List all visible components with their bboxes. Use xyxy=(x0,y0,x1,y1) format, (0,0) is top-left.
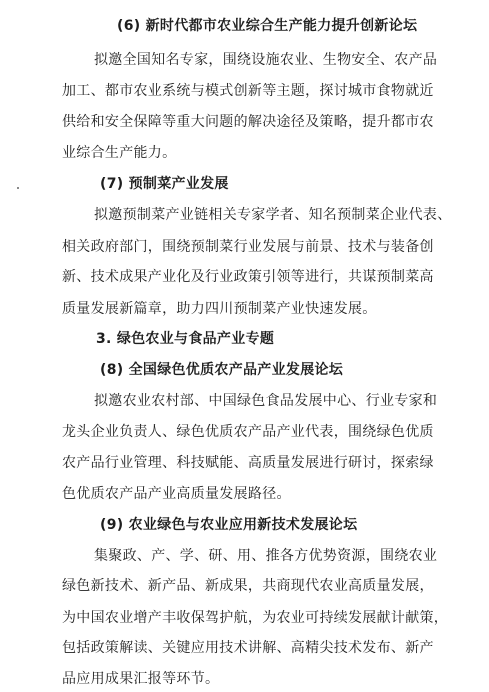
paragraph-line: 农产品行业管理、科技赋能、高质量发展进行研讨，探索绿 xyxy=(62,455,434,472)
paragraph-line: 拟邀农业农村部、中国绿色食品发展中心、行业专家和 xyxy=(94,393,438,410)
paragraph-line: 拟邀预制菜产业链相关专家学者、知名预制菜企业代表、 xyxy=(94,207,452,224)
section-heading-8: (8) 全国绿色优质农产品产业发展论坛 xyxy=(100,361,344,378)
paragraph-line: 色优质农产品产业高质量发展路径。 xyxy=(62,485,291,502)
paragraph-line: 绿色新技术、新产品、新成果，共商现代农业高质量发展， xyxy=(62,578,434,595)
paragraph-line: 为中国农业增产丰收保驾护航，为农业可持续发展献计献策， xyxy=(62,609,449,626)
paragraph-line: 相关政府部门，围绕预制菜行业发展与前景、技术与装备创 xyxy=(62,238,434,255)
paragraph-line: 品应用成果汇报等环节。 xyxy=(62,671,220,687)
paragraph-line: 业综合生产能力。 xyxy=(62,144,177,161)
paragraph-line: 质量发展新篇章，助力四川预制菜产业快速发展。 xyxy=(62,300,377,317)
section-heading-7: (7) 预制菜产业发展 xyxy=(100,176,229,193)
paragraph-line: 加工、都市农业系统与模式创新等主题，探讨城市食物就近 xyxy=(62,82,434,99)
paragraph-line: 龙头企业负责人、绿色优质农产品产业代表，围绕绿色优质 xyxy=(62,423,434,440)
paragraph-line: 供给和安全保障等重大问题的解决途径及策略，提升都市农 xyxy=(62,114,434,131)
paragraph-line: 新、技术成果产业化及行业政策引领等进行，共谋预制菜高 xyxy=(62,269,434,286)
paragraph-line: 集聚政、产、学、研、用、推各方优势资源，围绕农业 xyxy=(94,547,438,564)
paragraph-line: 拟邀全国知名专家，围绕设施农业、生物安全、农产品 xyxy=(94,52,438,69)
scan-speck xyxy=(17,187,19,189)
paragraph-line: 包括政策解读、关键应用技术讲解、高精尖技术发布、新产 xyxy=(62,640,434,657)
topic-heading-3: 3. 绿色农业与食品产业专题 xyxy=(96,331,275,348)
section-heading-9: (9) 农业绿色与农业应用新技术发展论坛 xyxy=(100,517,358,534)
section-heading-6: (6) 新时代都市农业综合生产能力提升创新论坛 xyxy=(117,18,418,34)
